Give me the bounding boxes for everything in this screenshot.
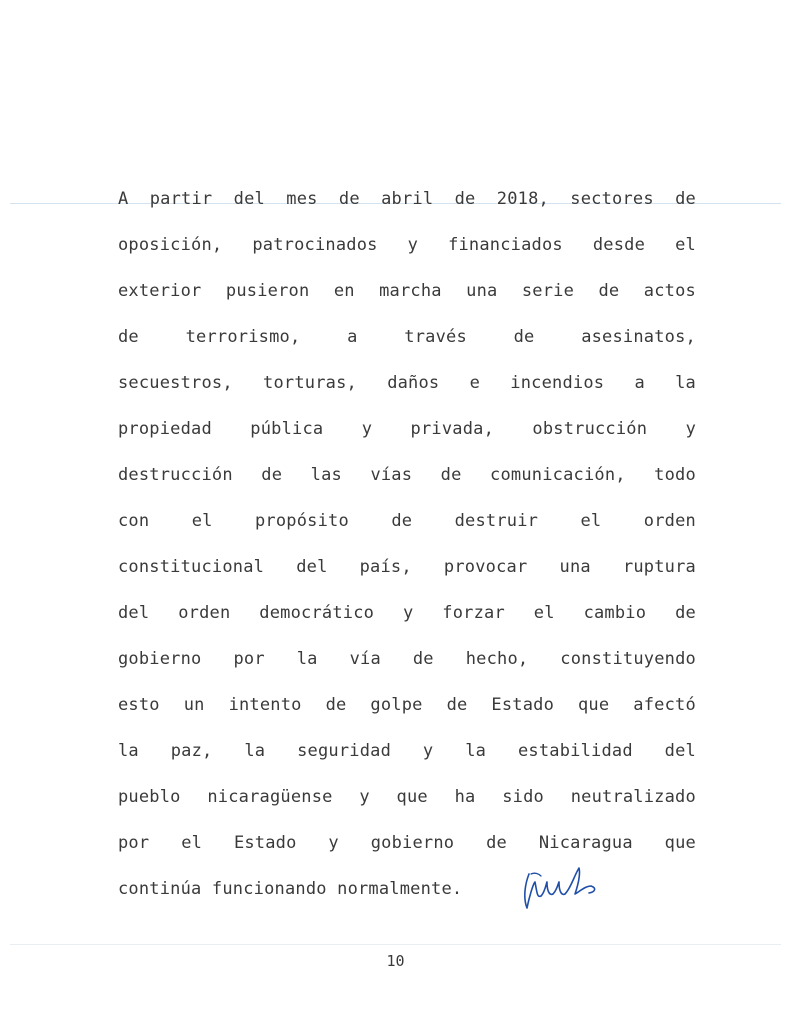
text-line	[118, 550, 696, 596]
text-word: golpe	[370, 695, 423, 715]
text-word: a	[347, 327, 358, 347]
text-line	[118, 642, 696, 688]
text-word: con	[118, 511, 150, 531]
text-word: de	[412, 649, 434, 669]
text-word: desde	[592, 235, 646, 255]
text-line	[118, 504, 696, 550]
text-line	[118, 320, 696, 366]
text-word: Estado	[491, 695, 555, 715]
text-word: ruptura	[622, 557, 696, 577]
text-word: pusieron	[225, 281, 310, 301]
text-word: serie	[521, 281, 575, 301]
text-word: marcha	[379, 281, 442, 301]
text-word: de	[598, 281, 620, 301]
text-word: un	[183, 695, 205, 715]
text-word: de	[391, 511, 413, 531]
text-word: de	[513, 327, 535, 347]
text-word: la	[244, 741, 266, 761]
text-word: el	[181, 833, 203, 853]
text-word: y	[422, 741, 434, 761]
text-word: abril	[381, 189, 434, 209]
text-word: del	[296, 557, 328, 577]
text-line	[118, 366, 696, 412]
text-word: país,	[359, 557, 412, 577]
scan-artifact-line-bottom	[10, 944, 781, 945]
text-word: que	[664, 833, 696, 853]
text-word: de	[446, 695, 468, 715]
text-word: daños	[387, 373, 440, 393]
text-word: la	[675, 373, 696, 393]
text-line	[118, 228, 696, 274]
text-word: de	[118, 327, 139, 347]
text-word: propósito	[255, 511, 349, 531]
text-word: terrorismo,	[185, 327, 301, 347]
text-word: por	[233, 649, 265, 669]
text-word: orden	[643, 511, 696, 531]
text-word: Estado	[233, 833, 297, 853]
text-word: secuestros,	[118, 373, 233, 393]
text-word: las	[310, 465, 342, 485]
text-word: una	[559, 557, 591, 577]
text-word: seguridad	[297, 741, 392, 761]
text-word: privada,	[410, 419, 495, 439]
text-word: democrático	[259, 603, 375, 623]
text-word: que	[396, 787, 428, 807]
text-line-last-content: continúa funcionando normalmente.	[118, 879, 463, 899]
text-line	[118, 182, 696, 228]
text-word: financiados	[448, 235, 563, 255]
text-word: de	[261, 465, 283, 485]
text-word: partir	[149, 189, 213, 209]
text-word: provocar	[443, 557, 528, 577]
text-word: ha	[454, 787, 476, 807]
text-word: y	[361, 419, 373, 439]
text-line	[118, 596, 696, 642]
text-word: Nicaragua	[538, 833, 633, 853]
text-line	[118, 780, 696, 826]
signature-mark	[519, 862, 601, 914]
text-word: del	[664, 741, 696, 761]
text-line	[118, 688, 696, 734]
text-word: sido	[502, 787, 544, 807]
text-word: esto	[118, 695, 160, 715]
text-word: orden	[178, 603, 231, 623]
text-word: por	[118, 833, 150, 853]
text-word: vías	[370, 465, 413, 485]
text-word: obstrucción	[532, 419, 648, 439]
text-word: actos	[643, 281, 696, 301]
text-word: sectores	[570, 189, 654, 209]
text-word: oposición,	[118, 235, 223, 255]
text-word: gobierno	[370, 833, 455, 853]
text-line	[118, 458, 696, 504]
text-word: exterior	[118, 281, 202, 301]
text-word: e	[469, 373, 481, 393]
text-line	[118, 734, 696, 780]
text-word: todo	[654, 465, 696, 485]
text-word: paz,	[170, 741, 213, 761]
text-word: y	[685, 419, 696, 439]
text-word: y	[359, 787, 370, 807]
text-word: una	[466, 281, 498, 301]
text-word: cambio	[583, 603, 647, 623]
text-word: destruir	[454, 511, 539, 531]
text-word: de	[338, 189, 360, 209]
text-word: de	[440, 465, 462, 485]
text-word: de	[325, 695, 347, 715]
text-word: hecho,	[465, 649, 529, 669]
text-word: pública	[250, 419, 324, 439]
text-word: nicaragüense	[207, 787, 333, 807]
text-word: incendios	[510, 373, 605, 393]
text-word: mes	[286, 189, 318, 209]
text-word: patrocinados	[252, 235, 378, 255]
text-word: 2018,	[496, 189, 549, 209]
text-word: comunicación,	[490, 465, 626, 485]
text-word: el	[533, 603, 555, 623]
text-word: y	[328, 833, 339, 853]
page-number: 10	[386, 952, 405, 970]
body-paragraph	[118, 182, 696, 918]
text-line	[118, 412, 696, 458]
text-word: y	[402, 603, 414, 623]
text-word: forzar	[442, 603, 505, 623]
text-word: A	[118, 189, 129, 209]
text-word: la	[296, 649, 318, 669]
text-word: estabilidad	[517, 741, 633, 761]
text-word: de	[486, 833, 507, 853]
text-word: el	[580, 511, 602, 531]
text-word: a	[634, 373, 645, 393]
text-word: del	[118, 603, 150, 623]
text-line	[118, 274, 696, 320]
text-word: el	[191, 511, 213, 531]
text-line-last	[118, 872, 696, 918]
text-word: constituyendo	[560, 649, 696, 669]
text-line	[118, 826, 696, 872]
text-word: gobierno	[118, 649, 202, 669]
text-word: torturas,	[263, 373, 357, 393]
text-word: propiedad	[118, 419, 212, 439]
text-word: través	[404, 327, 467, 347]
text-word: intento	[228, 695, 302, 715]
text-word: vía	[349, 649, 381, 669]
text-word: constitucional	[118, 557, 265, 577]
text-word: el	[675, 235, 696, 255]
text-word: de	[454, 189, 476, 209]
text-word: neutralizado	[570, 787, 696, 807]
text-word: y	[407, 235, 419, 255]
text-word: de	[675, 189, 696, 209]
text-word: de	[675, 603, 696, 623]
text-word: del	[233, 189, 265, 209]
text-word: que	[578, 695, 610, 715]
text-word: la	[118, 741, 139, 761]
text-word: destrucción	[118, 465, 233, 485]
text-word: afectó	[633, 695, 696, 715]
text-word: pueblo	[118, 787, 181, 807]
text-word: asesinatos,	[581, 327, 696, 347]
text-word: en	[333, 281, 355, 301]
text-word: la	[465, 741, 487, 761]
